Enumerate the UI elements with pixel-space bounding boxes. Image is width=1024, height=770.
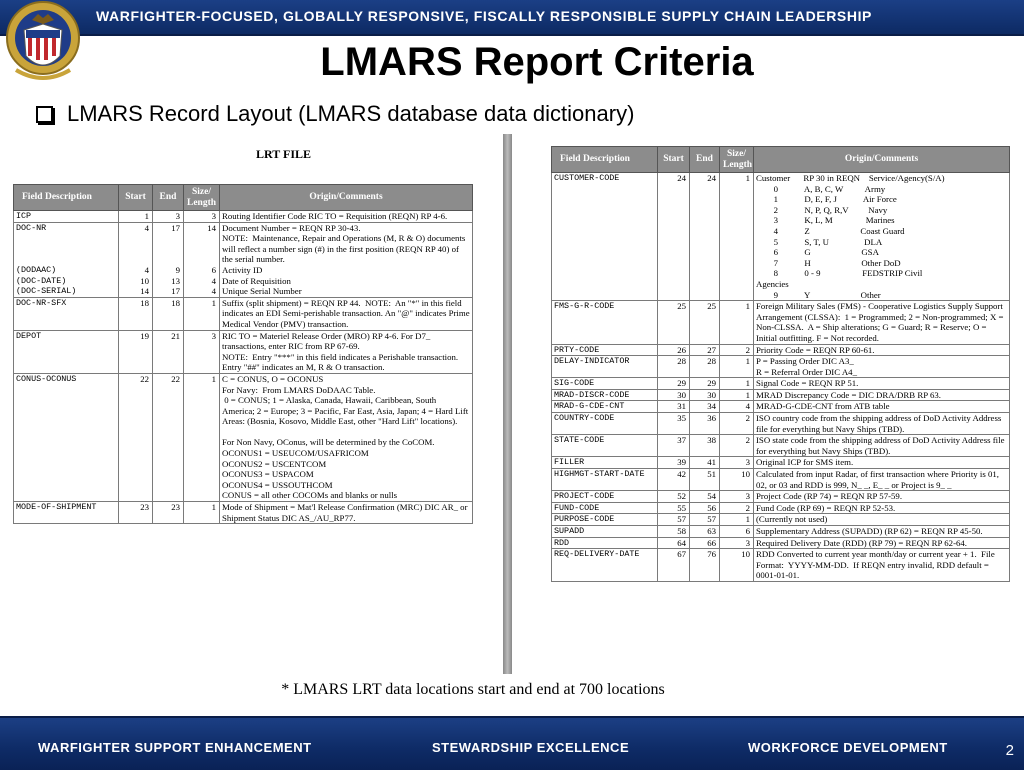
table-row (552, 502, 1010, 514)
origin-cell: MRAD Discrepancy Code = DIC DRA/DRB RP 63. (754, 389, 1010, 401)
size-cell: 10 (720, 469, 754, 491)
origin-cell: Suffix (split shipment) = REQN RP 44. NOTE: An "*" in this field indicates an EDI Semi-perishable transaction. An "@" indicates Prime Medical Vendor (PMV) transaction. (220, 297, 473, 330)
origin-cell: Project Code (RP 74) = REQN RP 57-59. (754, 491, 1010, 503)
start-cell: 67 (658, 549, 690, 582)
footnote: * LMARS LRT data locations start and end at 700 locations (281, 681, 665, 698)
size-cell: 2 (720, 344, 754, 356)
origin-cell: Priority Code = REQN RP 60-61. (754, 344, 1010, 356)
header-origin-comments: Origin/Comments (754, 147, 1010, 173)
table-row (14, 373, 473, 501)
size-cell: 1 (184, 297, 220, 330)
table-row (14, 502, 473, 524)
end-cell: 66 (690, 537, 720, 549)
end-cell: 36 (690, 413, 720, 435)
origin-cell: Mode of Shipment = Mat'l Release Confirmation (MRC) DIC AR_ or Shipment Status DIC AS_/AU_RP77. (220, 502, 473, 524)
origin-cell: Fund Code (RP 69) = REQN RP 52-53. (754, 502, 1010, 514)
start-cell: 58 (658, 526, 690, 538)
origin-cell: Customer RP 30 in REQN Service/Agency(S/A) 0 A, B, C, W Army 1 D, E, F, J Air Force 2 N, P, Q, R,V Navy 3 K, L, M Marines 4 Z Coast Guard 5 S, T, U DLA 6 G GSA 7 H Other DoD 8 0 - 9 FEDSTRIP Civil Agencies 9 Y Other (754, 173, 1010, 301)
table-row (552, 378, 1010, 390)
start-cell: 42 (658, 469, 690, 491)
end-cell: 63 (690, 526, 720, 538)
table-row (552, 457, 1010, 469)
origin-cell: Original ICP for SMS item. (754, 457, 1010, 469)
size-cell: 4 (720, 401, 754, 413)
origin-cell: Supplementary Address (SUPADD) (RP 62) = REQN RP 45-50. (754, 526, 1010, 538)
field-name-cell: STATE-CODE (552, 435, 658, 457)
table-row (552, 537, 1010, 549)
table-row (14, 330, 473, 373)
size-cell: 2 (720, 502, 754, 514)
table-row (552, 549, 1010, 582)
header-field-description: Field Description (14, 185, 119, 211)
footer-center-text: STEWARDSHIP EXCELLENCE (432, 740, 630, 755)
start-cell: 57 (658, 514, 690, 526)
field-name-cell: FMS-G-R-CODE (552, 301, 658, 344)
end-cell: 56 (690, 502, 720, 514)
size-cell: 1 (720, 389, 754, 401)
table-row (552, 514, 1010, 526)
size-cell: 3 (720, 537, 754, 549)
page-number: 2 (1005, 742, 1014, 759)
field-name-cell: PROJECT-CODE (552, 491, 658, 503)
field-name-cell: MODE-OF-SHIPMENT (14, 502, 119, 524)
banner-text: WARFIGHTER-FOCUSED, GLOBALLY RESPONSIVE, FISCALLY RESPONSIBLE SUPPLY CHAIN LEADERSHIP (96, 8, 872, 24)
end-cell: 28 (690, 356, 720, 378)
header-size-length: Size/ Length (184, 185, 220, 211)
table-row (14, 222, 473, 297)
field-name-cell: FILLER (552, 457, 658, 469)
end-cell: 29 (690, 378, 720, 390)
header-field-description: Field Description (552, 147, 658, 173)
origin-cell: Signal Code = REQN RP 51. (754, 378, 1010, 390)
origin-cell: Routing Identifier Code RIC TO = Requisition (REQN) RP 4-6. (220, 211, 473, 223)
origin-cell: C = CONUS, O = OCONUS For Navy: From LMARS DoDAAC Table. 0 = CONUS; 1 = Alaska, Canada, Hawaii, Caribbean, South America; 2 = Europe; 3 = Pacific, Far East, Asia, Japan; 4 = Hard Lift Areas: (Bosnia, Kosovo, Middle East, other "Hard Lift" locations). For Non Navy, OConus, will be determined by the CoCOM. OCONUS1 = USEUCOM/USAFRICOM OCONUS2 = USCENTCOM OCONUS3 = USPACOM OCONUS4 = USSOUTHCOM CONUS = all other COCOMs and blanks or nulls (220, 373, 473, 501)
table-row (552, 526, 1010, 538)
vertical-divider (503, 134, 512, 674)
field-name-cell: DOC-NR-SFX (14, 297, 119, 330)
field-name-cell: DEPOT (14, 330, 119, 373)
field-name-cell: MRAD-DISCR-CODE (552, 389, 658, 401)
end-cell: 27 (690, 344, 720, 356)
start-cell: 55 (658, 502, 690, 514)
size-cell: 6 (720, 526, 754, 538)
size-cell: 10 (720, 549, 754, 582)
origin-cell: RDD Converted to current year month/day or current year + 1. File Format: YYYY-MM-DD. If REQN entry invalid, RDD default = 0001-01-01. (754, 549, 1010, 582)
end-cell: 23 (153, 502, 184, 524)
start-cell: 52 (658, 491, 690, 503)
field-name-cell: PURPOSE-CODE (552, 514, 658, 526)
origin-cell: P = Passing Order DIC A3_ R = Referral Order DIC A4_ (754, 356, 1010, 378)
field-name-cell: RDD (552, 537, 658, 549)
end-cell: 30 (690, 389, 720, 401)
field-name-cell: DELAY-INDICATOR (552, 356, 658, 378)
lrt-file-caption: LRT FILE (256, 147, 312, 161)
size-cell: 3 (184, 330, 220, 373)
header-end: End (690, 147, 720, 173)
header-origin-comments: Origin/Comments (220, 185, 473, 211)
field-name-cell: CONUS-OCONUS (14, 373, 119, 501)
start-cell: 1 (119, 211, 153, 223)
table-row (552, 435, 1010, 457)
size-cell: 14 6 4 4 (184, 222, 220, 297)
field-name-cell: SUPADD (552, 526, 658, 538)
origin-cell: Calculated from input Radar, of first transaction where Priority is 01, 02, or 03 and RDD is 999, N_ _, E_ _ or Project is 9_ _ (754, 469, 1010, 491)
start-cell: 39 (658, 457, 690, 469)
start-cell: 29 (658, 378, 690, 390)
header-end: End (153, 185, 184, 211)
start-cell: 24 (658, 173, 690, 301)
start-cell: 30 (658, 389, 690, 401)
field-name-cell: CUSTOMER-CODE (552, 173, 658, 301)
origin-cell: Required Delivery Date (RDD) (RP 79) = REQN RP 62-64. (754, 537, 1010, 549)
field-name-cell: COUNTRY-CODE (552, 413, 658, 435)
start-cell: 18 (119, 297, 153, 330)
table-row (552, 389, 1010, 401)
right-data-dictionary-table (551, 146, 1010, 582)
table-row (552, 356, 1010, 378)
table-row (552, 413, 1010, 435)
start-cell: 22 (119, 373, 153, 501)
table-row (552, 301, 1010, 344)
origin-cell: ISO country code from the shipping address of DoD Activity Address file for everything but Navy Ships (TBD). (754, 413, 1010, 435)
size-cell: 3 (720, 457, 754, 469)
table-row (552, 173, 1010, 301)
origin-cell: Foreign Military Sales (FMS) - Cooperative Logistics Supply Support Arrangement (CLSSA): 1 = Programmed; 2 = Non-programmed; X = Non-CLSSA. A = Ship alterations; G = Guard; R = Reserve; O = Initial outfitting. F = Not recorded. (754, 301, 1010, 344)
start-cell: 19 (119, 330, 153, 373)
end-cell: 54 (690, 491, 720, 503)
size-cell: 1 (720, 514, 754, 526)
start-cell: 35 (658, 413, 690, 435)
footer-right-text: WORKFORCE DEVELOPMENT (748, 740, 948, 755)
table-row (552, 491, 1010, 503)
bullet-text: LMARS Record Layout (LMARS database data dictionary) (67, 101, 635, 126)
origin-cell: ISO state code from the shipping address of DoD Activity Address file for everything but Navy Ships (TBD). (754, 435, 1010, 457)
footer-left-text: WARFIGHTER SUPPORT ENHANCEMENT (38, 740, 312, 755)
field-name-cell: FUND-CODE (552, 502, 658, 514)
size-cell: 1 (184, 502, 220, 524)
table-row (14, 297, 473, 330)
origin-cell: (Currently not used) (754, 514, 1010, 526)
end-cell: 34 (690, 401, 720, 413)
size-cell: 3 (720, 491, 754, 503)
table-header-row (552, 147, 1010, 173)
field-name-cell: ICP (14, 211, 119, 223)
field-name-cell: HIGHMGT-START-DATE (552, 469, 658, 491)
start-cell: 28 (658, 356, 690, 378)
end-cell: 18 (153, 297, 184, 330)
start-cell: 31 (658, 401, 690, 413)
size-cell: 3 (184, 211, 220, 223)
end-cell: 17 9 13 17 (153, 222, 184, 297)
field-name-cell: MRAD-G-CDE-CNT (552, 401, 658, 413)
end-cell: 24 (690, 173, 720, 301)
checkbox-bullet-icon (36, 106, 53, 123)
origin-cell: Document Number = REQN RP 30-43. NOTE: Maintenance, Repair and Operations (M, R & O) documents will reflect a number sign (#) in the first position (REQN RP 40) of the serial number. Activity ID Date of Requisition Unique Serial Number (220, 222, 473, 297)
table-row (552, 469, 1010, 491)
size-cell: 1 (720, 356, 754, 378)
size-cell: 1 (720, 378, 754, 390)
start-cell: 64 (658, 537, 690, 549)
end-cell: 76 (690, 549, 720, 582)
header-start: Start (119, 185, 153, 211)
size-cell: 1 (720, 301, 754, 344)
end-cell: 51 (690, 469, 720, 491)
header-start: Start (658, 147, 690, 173)
size-cell: 1 (720, 173, 754, 301)
size-cell: 1 (184, 373, 220, 501)
header-size-length: Size/ Length (720, 147, 754, 173)
slide-title: LMARS Report Criteria (320, 40, 754, 84)
table-row (14, 211, 473, 223)
end-cell: 21 (153, 330, 184, 373)
field-name-cell: PRTY-CODE (552, 344, 658, 356)
end-cell: 3 (153, 211, 184, 223)
end-cell: 41 (690, 457, 720, 469)
table-row (552, 401, 1010, 413)
origin-cell: RIC TO = Materiel Release Order (MRO) RP 4-6. For D7_ transactions, enter RIC from RP 67-69. NOTE: Entry "***" in this field indicates a Perishable transaction. Entry "##" indicates an M, R & O transaction. (220, 330, 473, 373)
size-cell: 2 (720, 435, 754, 457)
field-name-cell: DOC-NR (DODAAC) (DOC-DATE) (DOC-SERIAL) (14, 222, 119, 297)
start-cell: 4 4 10 14 (119, 222, 153, 297)
start-cell: 25 (658, 301, 690, 344)
start-cell: 37 (658, 435, 690, 457)
end-cell: 38 (690, 435, 720, 457)
origin-cell: MRAD-G-CDE-CNT from ATB table (754, 401, 1010, 413)
top-banner (0, 0, 1024, 36)
bullet-item (36, 101, 634, 127)
field-name-cell: REQ-DELIVERY-DATE (552, 549, 658, 582)
end-cell: 22 (153, 373, 184, 501)
table-header-row (14, 185, 473, 211)
field-name-cell: SIG-CODE (552, 378, 658, 390)
left-data-dictionary-table (13, 184, 473, 524)
end-cell: 57 (690, 514, 720, 526)
start-cell: 26 (658, 344, 690, 356)
table-row (552, 344, 1010, 356)
size-cell: 2 (720, 413, 754, 435)
bottom-banner (0, 716, 1024, 770)
start-cell: 23 (119, 502, 153, 524)
end-cell: 25 (690, 301, 720, 344)
